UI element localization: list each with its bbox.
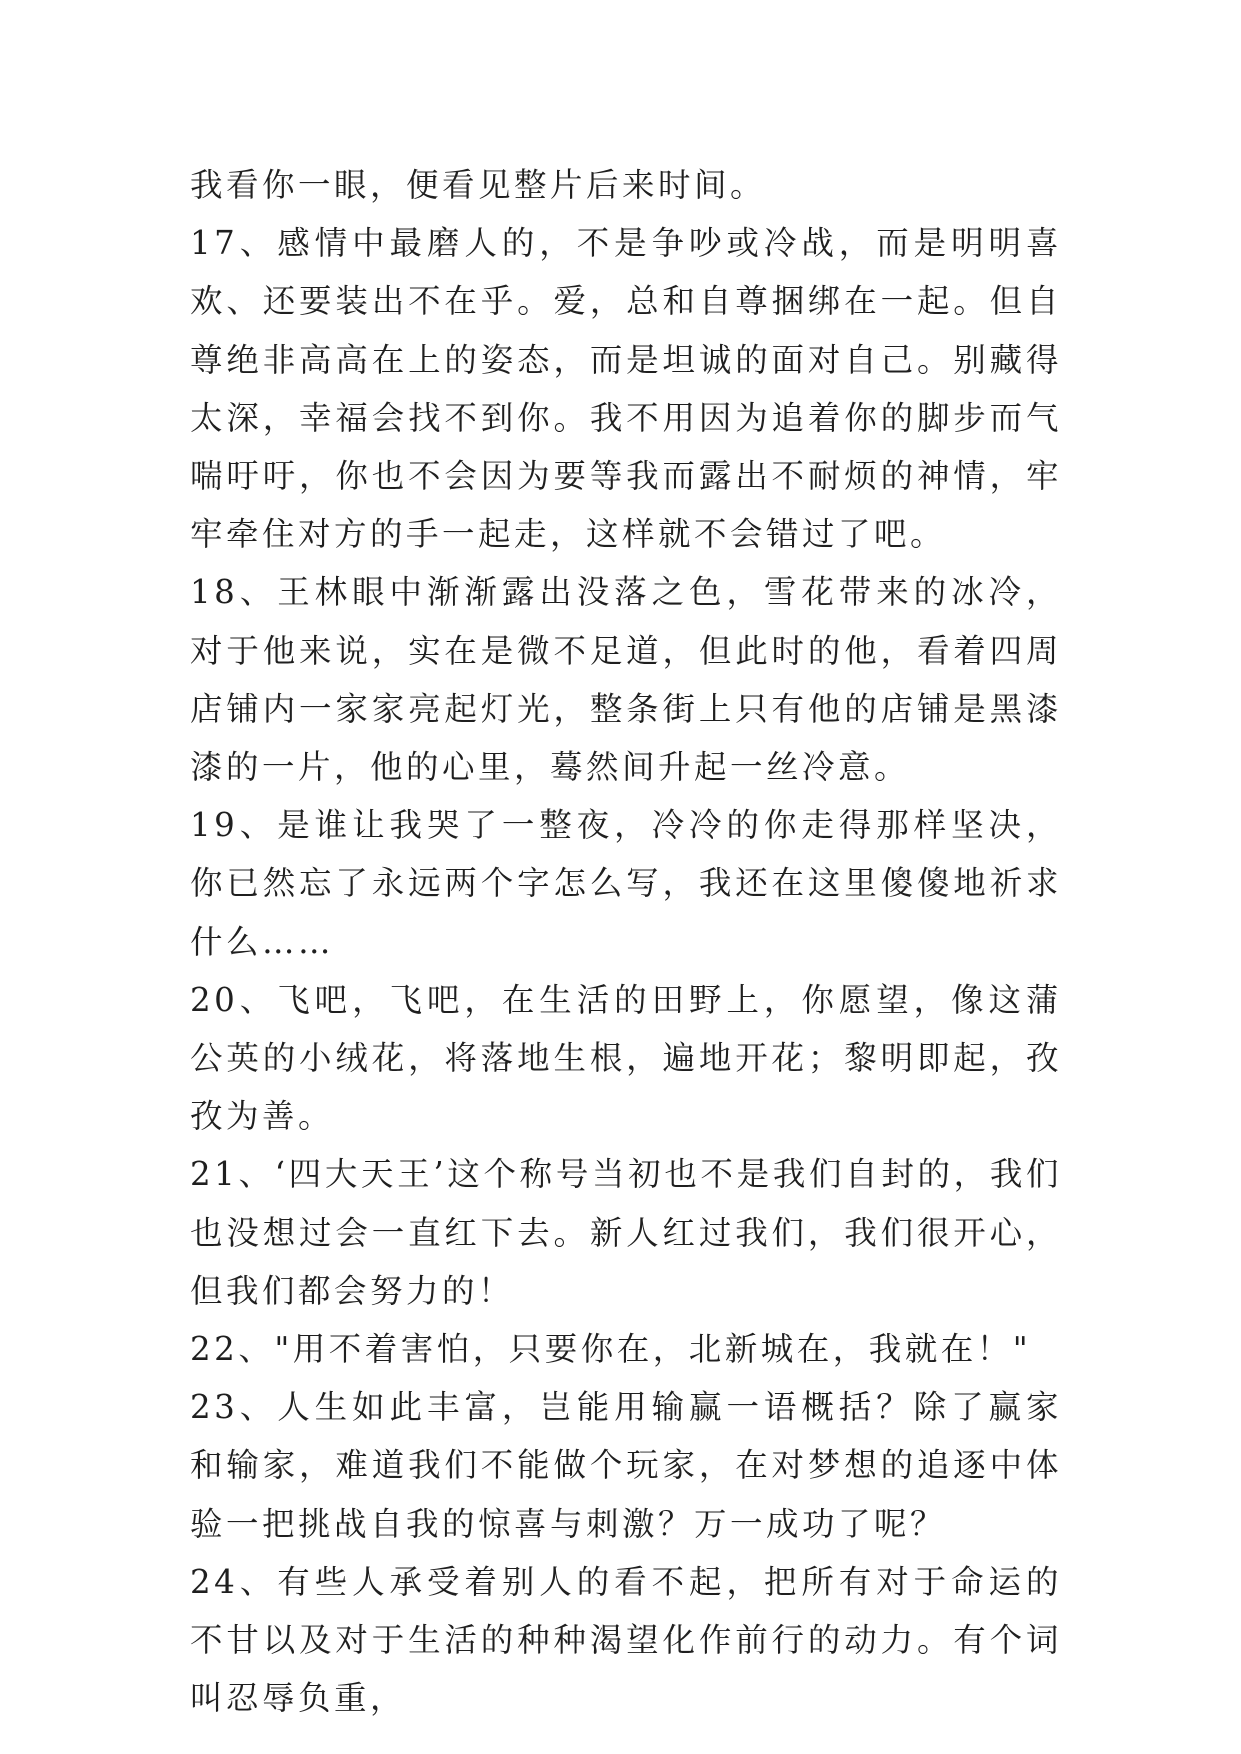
paragraph-item-17: 17、感情中最磨人的，不是争吵或冷战，而是明明喜欢、还要装出不在乎。爱，总和自尊捆绑在一起。但自尊绝非高高在上的姿态，而是坦诚的面对自己。别藏得太深，幸福会找不到你。我不用因为追着你的脚步而气喘吁吁，你也不会因为要等我而露出不耐烦的神情，牢牢牵住对方的手一起走，这样就不会错过了吧。 — [190, 224, 1062, 554]
paragraph-item-23: 23、人生如此丰富，岂能用输赢一语概括？除了赢家和输家，难道我们不能做个玩家，在对梦想的追逐中体验一把挑战自我的惊喜与刺激？万一成功了呢？ — [190, 1388, 1062, 1543]
document-body — [190, 156, 1062, 1727]
paragraph-item-21: 21、‘四大天王’这个称号当初也不是我们自封的，我们也没想过会一直红下去。新人红过我们，我们很开心，但我们都会努力的！ — [190, 1155, 1062, 1310]
paragraph-item-22: 22、"用不着害怕，只要你在，北新城在，我就在！" — [190, 1330, 1032, 1369]
paragraph-item-18: 18、王林眼中渐渐露出没落之色，雪花带来的冰冷，对于他来说，实在是微不足道，但此时的他，看着四周店铺内一家家亮起灯光，整条街上只有他的店铺是黑漆漆的一片，他的心里，蓦然间升起一丝冷意。 — [190, 573, 1062, 787]
paragraph-continuation: 我看你一眼，便看见整片后来时间。 — [190, 166, 767, 204]
paragraph-item-24: 24、有些人承受着别人的看不起，把所有对于命运的不甘以及对于生活的种种渴望化作前行的动力。有个词叫忍辱负重， — [190, 1562, 1062, 1718]
paragraph-item-19: 19、是谁让我哭了一整夜，冷冷的你走得那样坚决，你已然忘了永远两个字怎么写，我还在这里傻傻地祈求什么…… — [190, 806, 1062, 961]
paragraph-item-20: 20、飞吧，飞吧，在生活的田野上，你愿望，像这蒲公英的小绒花，将落地生根，遍地开花；黎明即起，孜孜为善。 — [190, 980, 1062, 1136]
